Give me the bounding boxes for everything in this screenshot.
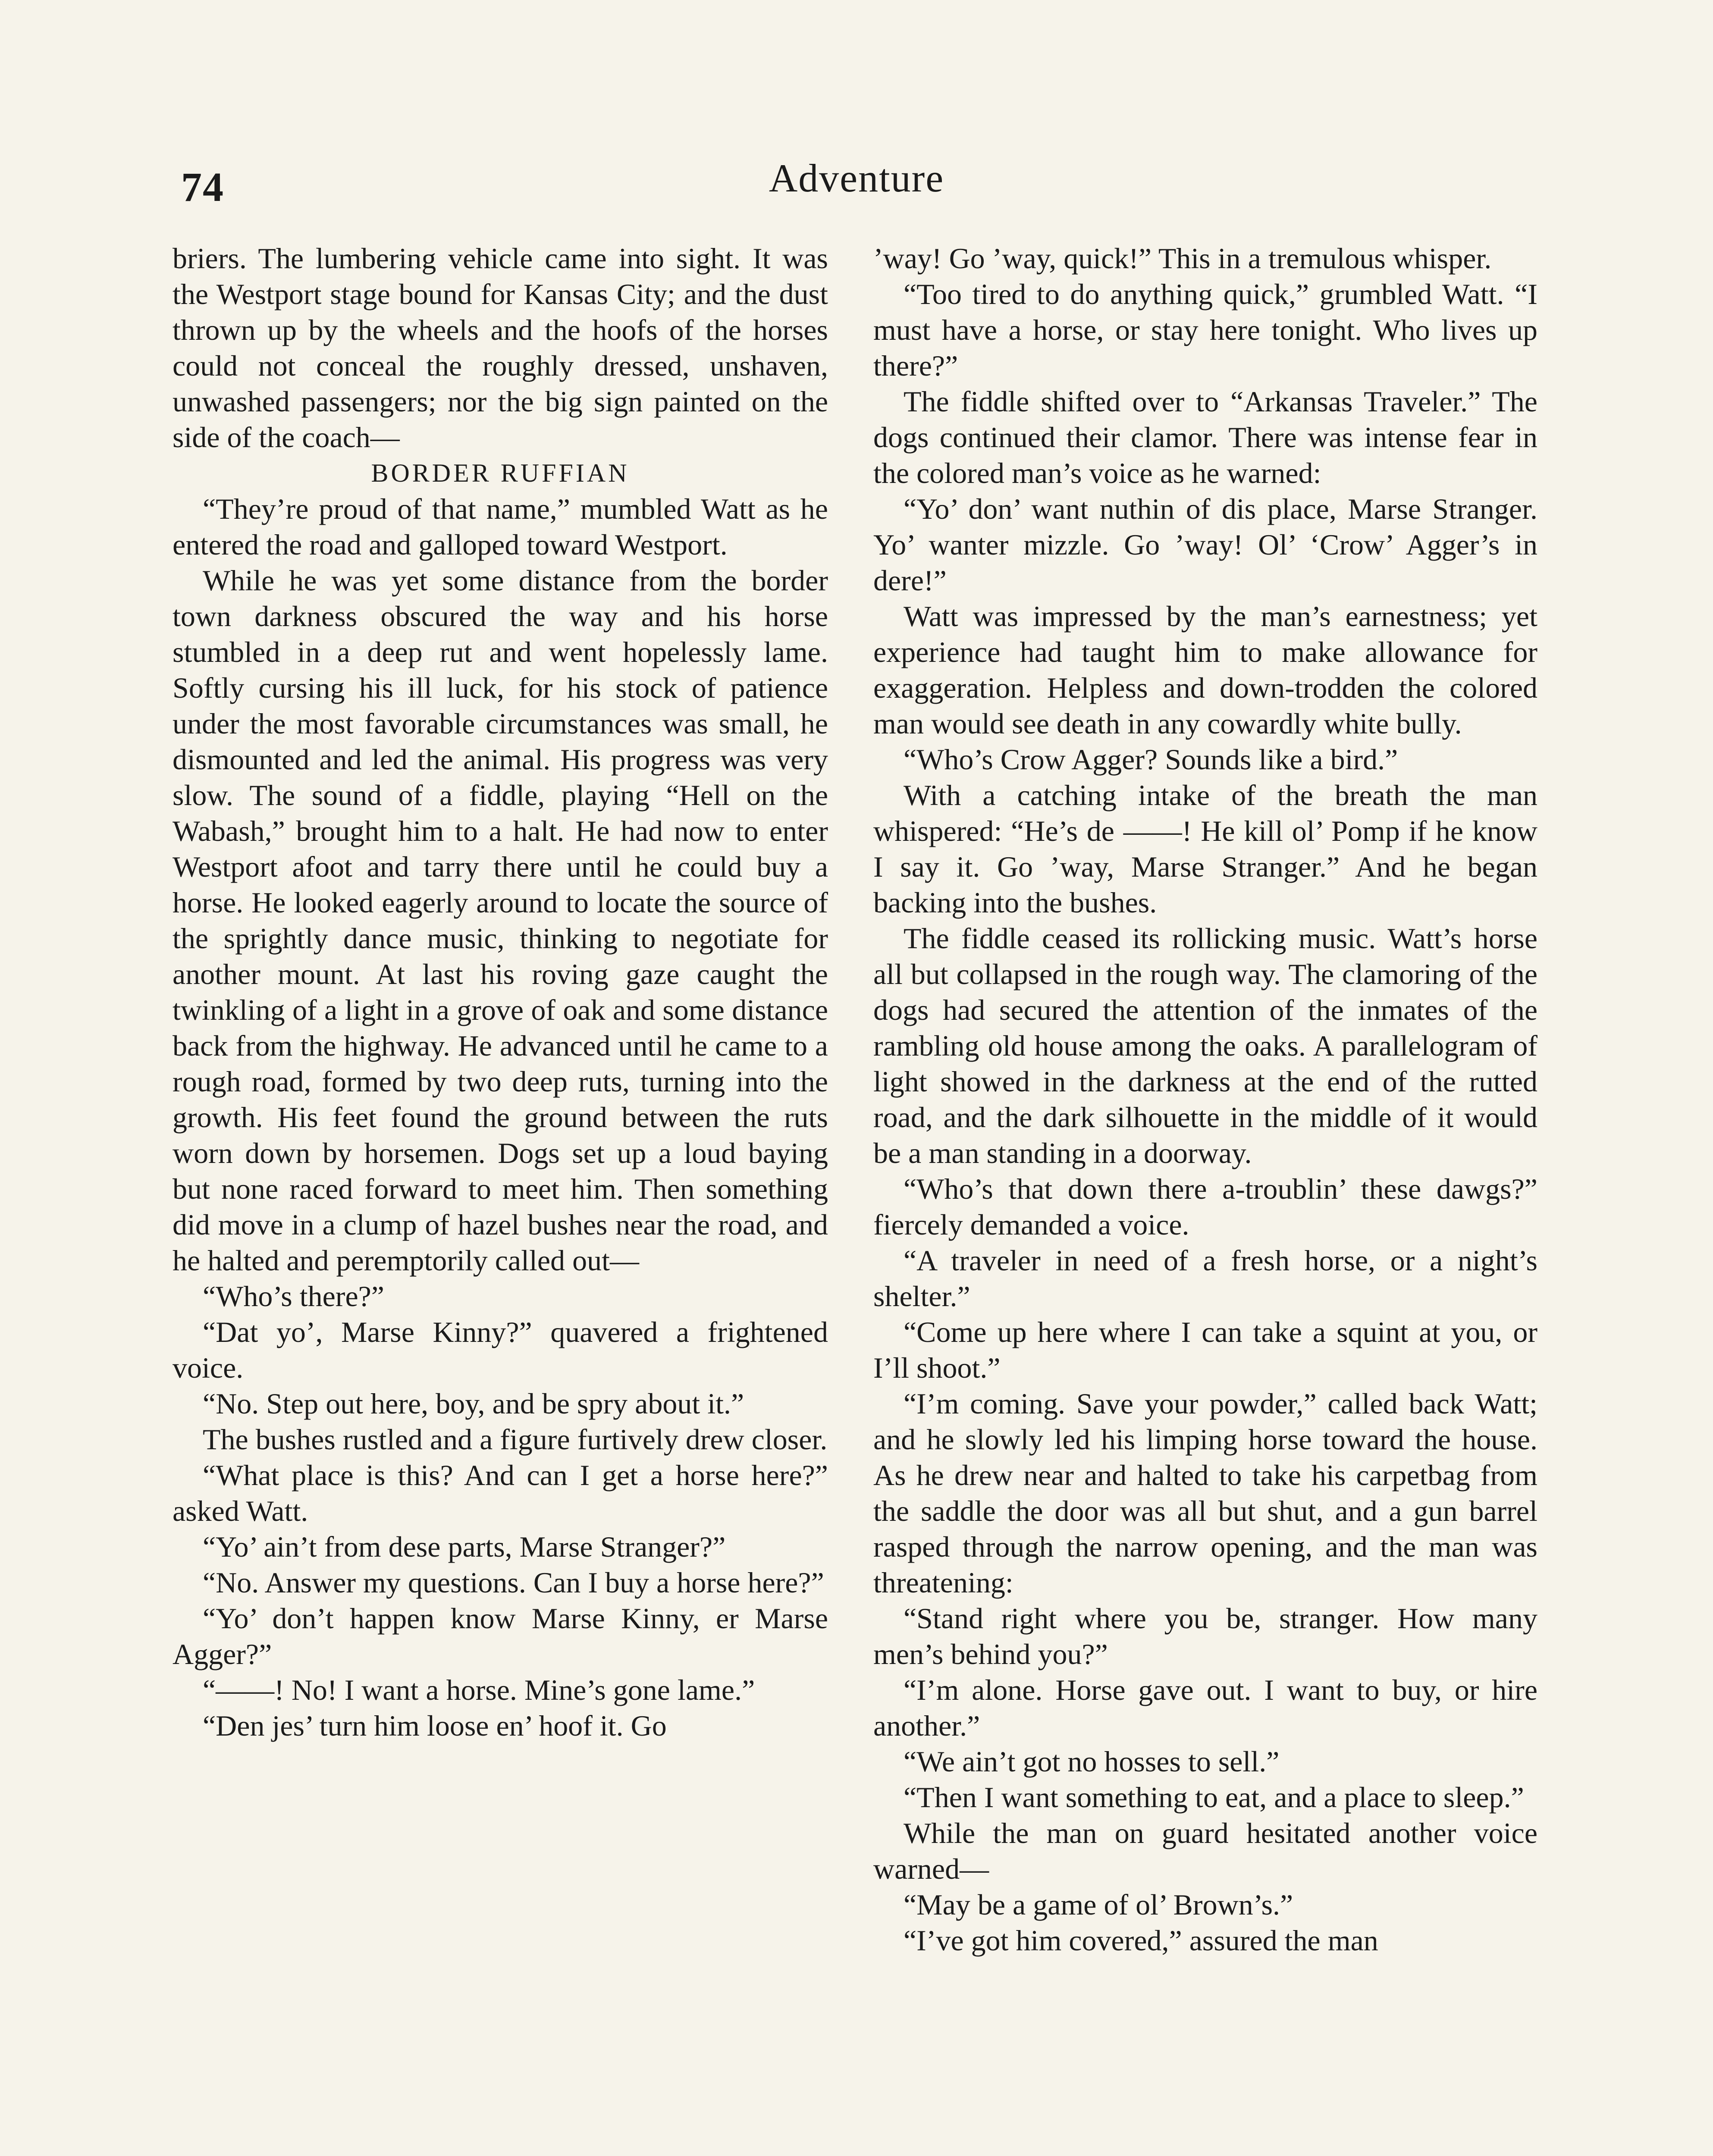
paragraph: “Stand right where you be, stranger. How many men’s behind you?”: [873, 1602, 1537, 1670]
paragraph: While the man on guard hesitated another voice warned—: [873, 1817, 1537, 1885]
paragraph: “Dat yo’, Marse Kinny?” quavered a frightened voice.: [173, 1316, 828, 1384]
paragraph: While he was yet some distance from the border town darkness obscured the way and his horse stumbled in a deep rut and went hopelessly lame. Softly cursing his ill luck, for his stock of patience under the most favorable circumstances was small, he dismounted and led the animal. His progress was very slow. The sound of a fiddle, playing “Hell on the Wabash,” brought him to a halt. He had now to enter Westport afoot and tarry there until he could buy a horse. He looked eagerly around to locate the source of the sprightly dance music, thinking to negotiate for another mount. At last his roving gaze caught the twinkling of a light in a grove of oak and some distance back from the highway. He advanced until he came to a rough road, formed by two deep ruts, turning into the growth. His feet found the ground between the ruts worn down by horsemen. Dogs set up a loud baying but none raced forward to meet him. Then something did move in a clump of hazel bushes near the road, and he halted and peremptorily called out—: [173, 564, 828, 1277]
paragraph: “Who’s that down there a-troublin’ these dawgs?” fiercely demanded a voice.: [873, 1172, 1537, 1241]
paragraph: ’way! Go ’way, quick!” This in a tremulous whisper.: [873, 242, 1492, 275]
paragraph: “Yo’ ain’t from dese parts, Marse Stranger?”: [203, 1530, 726, 1563]
paragraph: “No. Answer my questions. Can I buy a horse here?”: [203, 1566, 824, 1599]
paragraph: With a catching intake of the breath the man whispered: “He’s de ——! He kill ol’ Pomp if he know I say it. Go ’way, Marse Stranger.” And he began backing into the bushes.: [873, 779, 1537, 919]
paragraph: The bushes rustled and a figure furtively drew closer.: [203, 1423, 828, 1456]
paragraph: “Yo’ don’t happen know Marse Kinny, er Marse Agger?”: [173, 1602, 828, 1670]
paragraph: “I’m alone. Horse gave out. I want to buy, or hire another.”: [873, 1673, 1537, 1742]
left-column: [173, 241, 828, 1744]
magazine-title: Adventure: [769, 156, 944, 200]
paragraph: “——! No! I want a horse. Mine’s gone lame.”: [203, 1673, 755, 1706]
page-header: [181, 155, 1532, 216]
paragraph: “Come up here where I can take a squint at you, or I’ll shoot.”: [873, 1316, 1537, 1384]
paragraph: “What place is this? And can I get a horse here?” asked Watt.: [173, 1459, 828, 1527]
right-column: [873, 241, 1537, 1959]
paragraph: “Who’s there?”: [203, 1280, 384, 1313]
paragraph: “They’re proud of that name,” mumbled Watt as he entered the road and galloped toward Westport.: [173, 492, 828, 561]
paragraph: “Yo’ don’ want nuthin of dis place, Marse Stranger. Yo’ wanter mizzle. Go ’way! Ol’ ‘Crow’ Agger’s in dere!”: [873, 492, 1537, 597]
paragraph: “A traveler in need of a fresh horse, or a night’s shelter.”: [873, 1244, 1537, 1313]
paragraph: The fiddle ceased its rollicking music. Watt’s horse all but collapsed in the rough way. The clamoring of the dogs had secured the attention of the inmates of the rambling old house among the oaks. A parallelogram of light showed in the darkness at the end of the rutted road, and the dark silhouette in the middle of it would be a man standing in a doorway.: [873, 922, 1537, 1169]
paragraph: “Then I want something to eat, and a place to sleep.”: [904, 1781, 1524, 1814]
paragraph: The fiddle shifted over to “Arkansas Traveler.” The dogs continued their clamor. There was intense fear in the colored man’s voice as he warned:: [873, 385, 1537, 489]
paragraph: “May be a game of ol’ Brown’s.”: [904, 1888, 1293, 1921]
paragraph: “Den jes’ turn him loose en’ hoof it. Go: [203, 1709, 667, 1742]
paragraph: “I’m coming. Save your powder,” called back Watt; and he slowly led his limping horse toward the house. As he drew near and halted to take his carpetbag from the saddle the door was all but shut, and a gun barrel rasped through the narrow opening, and the man was threatening:: [873, 1387, 1537, 1599]
paragraph: “I’ve got him covered,” assured the man: [904, 1924, 1378, 1957]
paragraph: “Too tired to do anything quick,” grumbled Watt. “I must have a horse, or stay here tonight. Who lives up there?”: [873, 278, 1537, 382]
paragraph: “We ain’t got no hosses to sell.”: [904, 1745, 1280, 1778]
page-number: 74: [181, 164, 224, 210]
section-heading: BORDER RUFFIAN: [371, 459, 630, 487]
paragraph: “No. Step out here, boy, and be spry about it.”: [203, 1387, 744, 1420]
paragraph: briers. The lumbering vehicle came into sight. It was the Westport stage bound for Kansas City; and the dust thrown up by the wheels and the hoofs of the horses could not conceal the roughly dressed, unshaven, unwashed passengers; nor the big sign painted on the side of the coach—: [173, 242, 828, 454]
paragraph: “Who’s Crow Agger? Sounds like a bird.”: [904, 743, 1398, 776]
paragraph: Watt was impressed by the man’s earnestness; yet experience had taught him to make allowance for exaggeration. Helpless and down-trodden the colored man would see death in any cowardly white bully.: [873, 600, 1537, 740]
